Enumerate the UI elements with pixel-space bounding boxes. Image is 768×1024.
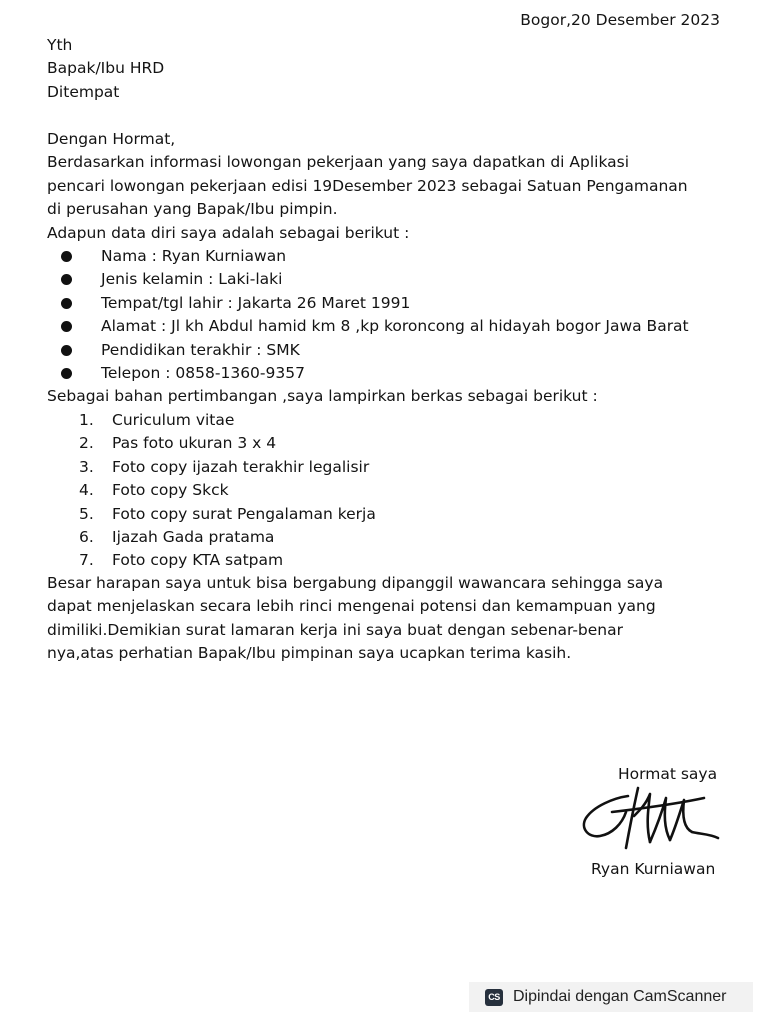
list-item [47,503,737,526]
list-item-text: Ijazah Gada pratama [112,527,275,546]
list-item-text: Pas foto ukuran 3 x 4 [112,434,277,453]
personal-intro: Adapun data diri saya adalah sebagai berikut : [47,223,410,242]
bullet-icon [61,321,72,332]
list-item-text: Foto copy Skck [112,481,229,500]
list-item [47,339,737,362]
attachments-list [47,409,737,573]
intro-line: pencari lowongan pekerjaan edisi 19Desember 2023 sebagai Satuan Pengamanan [47,176,688,195]
bullet-icon [61,251,72,262]
list-item [47,268,737,291]
list-item-text: Curiculum vitae [112,410,235,429]
list-number: 4. [79,481,94,500]
list-number: 3. [79,457,94,476]
list-item [47,549,737,572]
list-item [47,479,737,502]
list-number: 2. [79,434,94,453]
intro-line: di perusahan yang Bapak/Ibu pimpin. [47,200,338,219]
signature-image [576,782,726,854]
list-number: 7. [79,551,94,570]
personal-data-list [47,245,737,385]
list-item [47,315,737,338]
bullet-icon [61,368,72,379]
list-item [47,245,737,268]
list-item [47,526,737,549]
letter-date: Bogor,20 Desember 2023 [520,11,720,29]
list-item [47,409,737,432]
recipient-block [47,34,164,104]
attachments-intro: Sebagai bahan pertimbangan ,saya lampirkan berkas sebagai berikut : [47,387,598,406]
closing-line: Besar harapan saya untuk bisa bergabung dipanggil wawancara sehingga saya [47,574,664,592]
list-item-text: Pendidikan terakhir : SMK [101,340,300,359]
closing-line: nya,atas perhatian Bapak/Ibu pimpinan saya ucapkan terima kasih. [47,644,572,663]
list-item [47,432,737,455]
list-item-text: Nama : Ryan Kurniawan [101,247,287,266]
list-item-text: Foto copy ijazah terakhir legalisir [112,457,370,476]
bullet-icon [61,345,72,356]
sign-greeting: Hormat saya [618,765,718,783]
camscanner-logo-icon: CS [485,989,503,1006]
list-number: 6. [79,527,94,546]
closing-line: dimiliki.Demikian surat lamaran kerja ini saya buat dengan sebenar-benar [47,620,623,639]
closing-line: dapat menjelaskan secara lebih rinci mengenai potensi dan kemampuan yang [47,597,656,616]
bullet-icon [61,274,72,285]
letter-body [47,128,737,573]
greeting: Dengan Hormat, [47,130,176,148]
list-item [47,292,737,315]
list-item [47,362,737,385]
recipient-line: Ditempat [47,82,120,101]
camscanner-watermark [469,982,753,1012]
recipient-line: Yth [47,36,73,54]
list-item-text: Tempat/tgl lahir : Jakarta 26 Maret 1991 [101,293,411,312]
list-item-text: Alamat : Jl kh Abdul hamid km 8 ,kp koroncong al hidayah bogor Jawa Barat [101,317,689,336]
sign-name: Ryan Kurniawan [591,860,716,878]
intro-line: Berdasarkan informasi lowongan pekerjaan yang saya dapatkan di Aplikasi [47,153,630,172]
recipient-line: Bapak/Ibu HRD [47,59,165,78]
list-item [47,456,737,479]
list-item-text: Foto copy surat Pengalaman kerja [112,504,376,523]
list-number: 1. [79,410,94,429]
watermark-text: Dipindai dengan CamScanner [513,988,727,1006]
bullet-icon [61,298,72,309]
list-item-text: Telepon : 0858-1360-9357 [101,364,305,383]
list-number: 5. [79,504,94,523]
closing-paragraph [47,572,737,666]
list-item-text: Foto copy KTA satpam [112,551,284,570]
list-item-text: Jenis kelamin : Laki-laki [101,270,283,289]
